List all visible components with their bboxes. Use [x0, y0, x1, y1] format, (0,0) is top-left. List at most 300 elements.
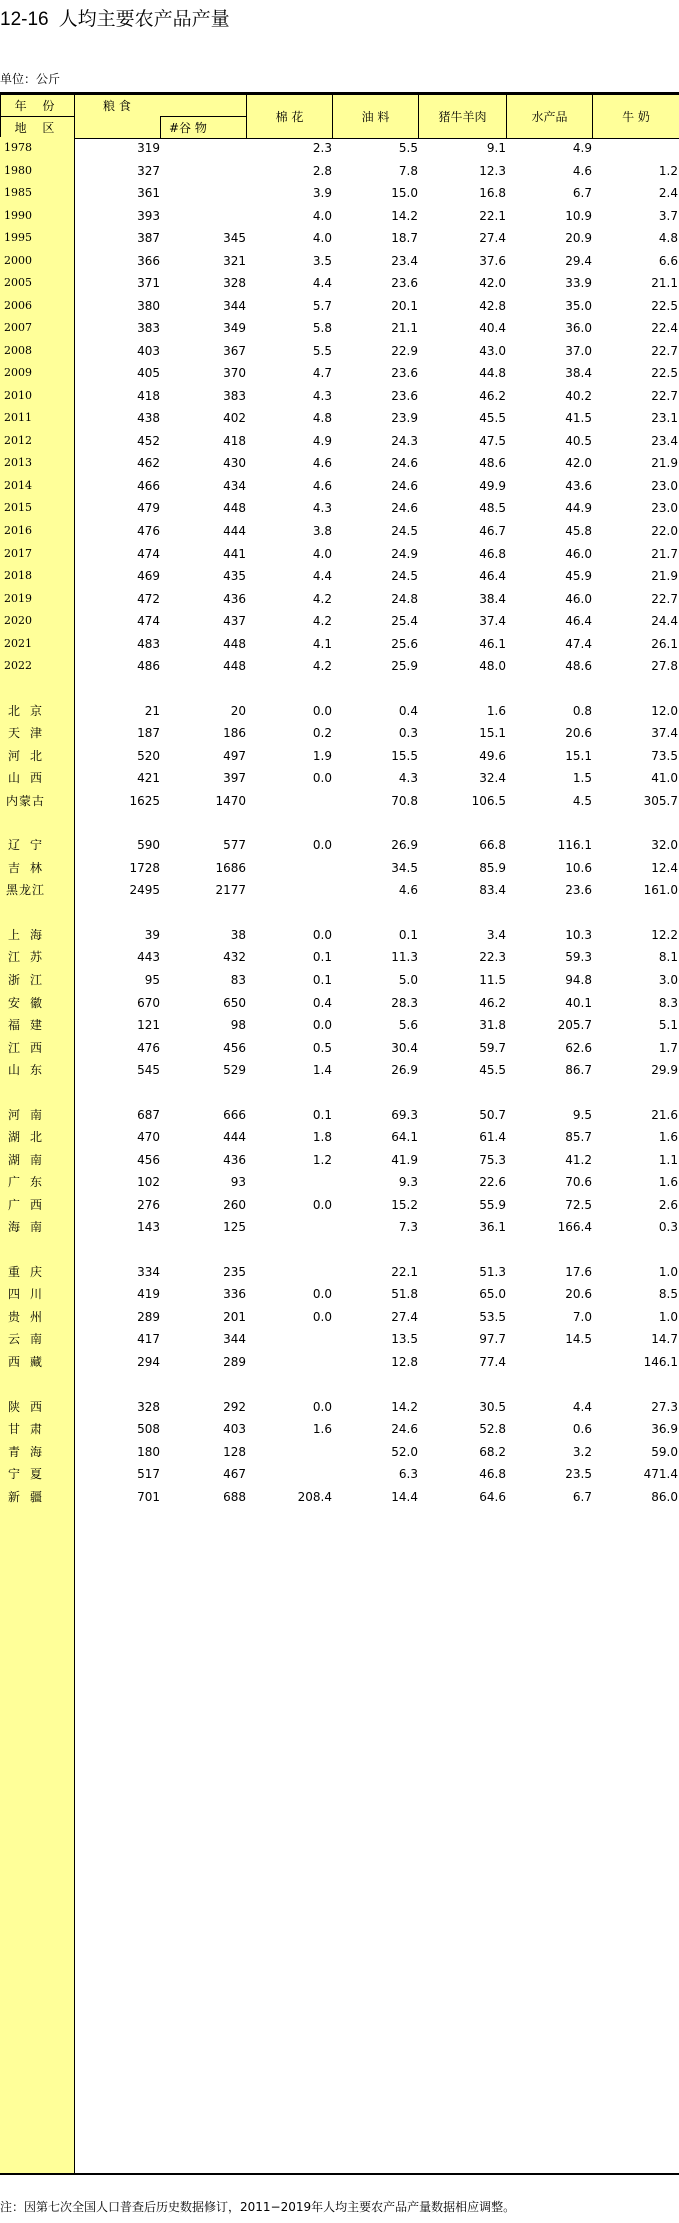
- cell-oil: 34.5: [391, 860, 418, 875]
- cell-cereal: 186: [223, 726, 246, 741]
- cell-aquatic: 7.0: [572, 1309, 592, 1324]
- cell-cereal: 467: [223, 1467, 246, 1482]
- cell-meat: 59.7: [479, 1040, 506, 1055]
- cell-milk: 1.1: [658, 1152, 678, 1167]
- cell-aquatic: 1.5: [572, 771, 592, 786]
- cell-aquatic: 10.3: [565, 927, 592, 942]
- cell-milk: 22.7: [651, 388, 678, 403]
- table-row: [0, 1481, 679, 1513]
- cell-cotton: 0.0: [312, 1399, 332, 1414]
- cell-oil: 23.6: [391, 366, 418, 381]
- cell-milk: 22.5: [651, 366, 678, 381]
- cell-grain: 419: [137, 1287, 160, 1302]
- row-label: 山东: [8, 1063, 53, 1078]
- cell-grain: 687: [137, 1107, 160, 1122]
- cell-aquatic: 205.7: [557, 1018, 592, 1033]
- cell-oil: 7.3: [398, 1220, 418, 1235]
- cell-oil: 15.2: [391, 1197, 418, 1212]
- row-label: 2010: [4, 388, 32, 402]
- cell-grain: 327: [137, 163, 160, 178]
- cell-cereal: 434: [223, 478, 246, 493]
- cell-aquatic: 48.6: [565, 659, 592, 674]
- cell-meat: 75.3: [479, 1152, 506, 1167]
- cell-meat: 46.2: [479, 388, 506, 403]
- row-label: 2009: [4, 366, 32, 380]
- cell-aquatic: 10.9: [565, 208, 592, 223]
- cell-meat: 36.1: [479, 1220, 506, 1235]
- cell-aquatic: 46.4: [565, 614, 592, 629]
- cell-aquatic: 47.4: [565, 636, 592, 651]
- cell-grain: 2495: [129, 883, 160, 898]
- cell-cotton: 4.2: [312, 591, 332, 606]
- cell-cereal: 402: [223, 411, 246, 426]
- cell-grain: 456: [137, 1152, 160, 1167]
- cell-milk: 26.1: [651, 636, 678, 651]
- cell-oil: 22.9: [391, 343, 418, 358]
- cell-milk: 1.0: [658, 1264, 678, 1279]
- cell-cereal: 688: [223, 1489, 246, 1504]
- cell-oil: 0.4: [398, 703, 418, 718]
- cell-meat: 49.6: [479, 748, 506, 763]
- cell-meat: 46.7: [479, 524, 506, 538]
- cell-milk: 23.0: [651, 478, 678, 493]
- row-label: 2018: [4, 569, 32, 583]
- cell-cotton: 4.3: [312, 388, 332, 403]
- cell-cereal: 289: [223, 1354, 246, 1369]
- cell-oil: 24.6: [391, 456, 418, 471]
- cell-grain: 319: [137, 141, 160, 155]
- cell-grain: 361: [137, 186, 160, 201]
- cell-milk: 305.7: [643, 793, 678, 808]
- cell-grain: 121: [137, 1018, 160, 1033]
- cell-meat: 22.1: [479, 208, 506, 223]
- cell-meat: 45.5: [479, 411, 506, 426]
- header-milk: 牛 奶: [593, 95, 679, 139]
- row-label: 山西: [8, 771, 53, 786]
- cell-meat: 44.8: [479, 366, 506, 381]
- cell-oil: 69.3: [391, 1107, 418, 1122]
- row-label: 2005: [4, 276, 32, 290]
- cell-aquatic: 45.8: [565, 524, 592, 538]
- row-label: 2014: [4, 478, 32, 492]
- cell-aquatic: 46.0: [565, 546, 592, 561]
- cell-aquatic: 40.2: [565, 388, 592, 403]
- header-oil: 油 料: [333, 95, 419, 139]
- cell-grain: 701: [137, 1489, 160, 1504]
- cell-meat: 48.6: [479, 456, 506, 471]
- cell-cereal: 403: [223, 1422, 246, 1437]
- cell-meat: 66.8: [479, 838, 506, 853]
- cell-milk: 8.3: [658, 995, 678, 1010]
- cell-grain: 438: [137, 411, 160, 426]
- row-label: 内蒙古: [6, 793, 46, 808]
- cell-aquatic: 44.9: [565, 501, 592, 516]
- cell-meat: 46.8: [479, 546, 506, 561]
- row-label: 2000: [4, 253, 32, 267]
- cell-cereal: 529: [223, 1063, 246, 1078]
- table-row: [0, 785, 679, 817]
- cell-oil: 30.4: [391, 1040, 418, 1055]
- cell-cereal: 370: [223, 366, 246, 381]
- cell-cereal: 260: [223, 1197, 246, 1212]
- cell-aquatic: 29.4: [565, 253, 592, 268]
- footnote: 注：因第七次全国人口普查后历史数据修订，2011−2019年人均主要农产品产量数据相应调整。: [0, 2200, 516, 2214]
- cell-grain: 476: [137, 1040, 160, 1055]
- cell-oil: 24.8: [391, 591, 418, 606]
- cell-milk: 73.5: [651, 748, 678, 763]
- cell-cereal: 435: [223, 569, 246, 584]
- cell-grain: 187: [137, 726, 160, 741]
- cell-grain: 1625: [129, 793, 160, 808]
- cell-cotton: 0.0: [312, 1197, 332, 1212]
- cell-milk: 161.0: [643, 883, 678, 898]
- row-label: 2008: [4, 343, 32, 357]
- row-label: 西藏: [8, 1354, 53, 1369]
- cell-grain: 180: [137, 1444, 160, 1459]
- cell-oil: 23.9: [391, 411, 418, 426]
- cell-cereal: 98: [230, 1018, 246, 1033]
- row-label: 浙江: [8, 973, 53, 988]
- cell-milk: 21.9: [651, 456, 678, 471]
- cell-oil: 26.9: [391, 1063, 418, 1078]
- cell-oil: 14.4: [391, 1489, 418, 1504]
- cell-grain: 102: [137, 1175, 160, 1190]
- row-label: 1985: [4, 186, 32, 200]
- cell-cotton: 0.1: [312, 950, 332, 965]
- cell-aquatic: 40.5: [565, 433, 592, 448]
- cell-grain: 21: [144, 703, 160, 718]
- cell-milk: 27.8: [651, 659, 678, 674]
- cell-grain: 462: [137, 456, 160, 471]
- cell-cotton: 0.5: [312, 1040, 332, 1055]
- cell-oil: 24.5: [391, 524, 418, 538]
- table-row: [0, 874, 679, 906]
- cell-aquatic: 46.0: [565, 591, 592, 606]
- cell-meat: 83.4: [479, 883, 506, 898]
- cell-milk: 0.3: [658, 1220, 678, 1235]
- cell-grain: 466: [137, 478, 160, 493]
- cell-grain: 472: [137, 591, 160, 606]
- cell-oil: 25.9: [391, 659, 418, 674]
- cell-milk: 24.4: [651, 614, 678, 629]
- cell-milk: 1.7: [658, 1040, 678, 1055]
- header-aquatic: 水产品: [507, 95, 593, 139]
- cell-oil: 23.4: [391, 253, 418, 268]
- cell-aquatic: 72.5: [565, 1197, 592, 1212]
- cell-grain: 328: [137, 1399, 160, 1414]
- cell-oil: 13.5: [391, 1332, 418, 1347]
- cell-cotton: 0.0: [312, 1309, 332, 1324]
- cell-oil: 22.1: [391, 1264, 418, 1279]
- cell-cotton: 4.7: [312, 366, 332, 381]
- cell-cereal: 577: [223, 838, 246, 853]
- cell-meat: 1.6: [486, 703, 506, 718]
- table-title: 人均主要农产品产量: [58, 8, 230, 30]
- cell-cotton: 1.4: [312, 1063, 332, 1078]
- cell-milk: 471.4: [643, 1467, 678, 1482]
- cell-milk: 12.0: [651, 703, 678, 718]
- row-label: 广东: [8, 1175, 53, 1190]
- cell-cereal: 383: [223, 388, 246, 403]
- cell-meat: 45.5: [479, 1063, 506, 1078]
- cell-milk: 2.6: [658, 1197, 678, 1212]
- cell-oil: 24.6: [391, 478, 418, 493]
- cell-grain: 393: [137, 208, 160, 223]
- cell-cereal: 292: [223, 1399, 246, 1414]
- cell-aquatic: 14.5: [565, 1332, 592, 1347]
- cell-meat: 49.9: [479, 478, 506, 493]
- row-label: 江西: [8, 1040, 53, 1055]
- header-cereal: #谷 物: [161, 117, 247, 139]
- cell-oil: 5.5: [398, 141, 418, 155]
- cell-oil: 23.6: [391, 388, 418, 403]
- cell-grain: 443: [137, 950, 160, 965]
- cell-cotton: 5.7: [312, 298, 332, 313]
- cell-milk: 32.0: [651, 838, 678, 853]
- cell-grain: 545: [137, 1063, 160, 1078]
- cell-aquatic: 33.9: [565, 276, 592, 291]
- cell-meat: 31.8: [479, 1018, 506, 1033]
- row-label: 吉林: [8, 860, 53, 875]
- cell-cereal: 650: [223, 995, 246, 1010]
- cell-oil: 51.8: [391, 1287, 418, 1302]
- row-label: 重庆: [8, 1264, 53, 1279]
- cell-grain: 470: [137, 1130, 160, 1145]
- cell-meat: 51.3: [479, 1264, 506, 1279]
- cell-aquatic: 20.6: [565, 1287, 592, 1302]
- cell-meat: 68.2: [479, 1444, 506, 1459]
- cell-meat: 85.9: [479, 860, 506, 875]
- cell-oil: 14.2: [391, 1399, 418, 1414]
- cell-grain: 276: [137, 1197, 160, 1212]
- cell-grain: 483: [137, 636, 160, 651]
- cell-milk: 21.9: [651, 569, 678, 584]
- cell-grain: 1728: [129, 860, 160, 875]
- cell-oil: 64.1: [391, 1130, 418, 1145]
- cell-oil: 41.9: [391, 1152, 418, 1167]
- cell-cotton: 0.0: [312, 703, 332, 718]
- cell-meat: 65.0: [479, 1287, 506, 1302]
- cell-cereal: 430: [223, 456, 246, 471]
- cell-meat: 42.0: [479, 276, 506, 291]
- cell-milk: 1.0: [658, 1309, 678, 1324]
- cell-grain: 39: [144, 927, 160, 942]
- cell-aquatic: 37.0: [565, 343, 592, 358]
- cell-aquatic: 94.8: [565, 973, 592, 988]
- row-label: 河南: [8, 1107, 53, 1122]
- cell-grain: 294: [137, 1354, 160, 1369]
- cell-aquatic: 4.9: [572, 141, 592, 155]
- cell-meat: 40.4: [479, 321, 506, 336]
- cell-oil: 21.1: [391, 321, 418, 336]
- cell-grain: 452: [137, 433, 160, 448]
- cell-milk: 27.3: [651, 1399, 678, 1414]
- row-label: 湖南: [8, 1152, 53, 1167]
- row-label: 2017: [4, 546, 32, 560]
- cell-oil: 14.2: [391, 208, 418, 223]
- cell-milk: 8.5: [658, 1287, 678, 1302]
- row-label: 天津: [8, 726, 53, 741]
- cell-meat: 64.6: [479, 1489, 506, 1504]
- cell-cotton: 4.6: [312, 456, 332, 471]
- cell-aquatic: 0.8: [572, 703, 592, 718]
- row-label: 辽宁: [8, 838, 53, 853]
- cell-cereal: 235: [223, 1264, 246, 1279]
- cell-cotton: 4.9: [312, 433, 332, 448]
- cell-grain: 508: [137, 1422, 160, 1437]
- cell-meat: 52.8: [479, 1422, 506, 1437]
- cell-cereal: 125: [223, 1220, 246, 1235]
- cell-meat: 3.4: [486, 927, 506, 942]
- row-label: 2021: [4, 636, 32, 650]
- table-row: [0, 1054, 679, 1086]
- cell-milk: 3.0: [658, 973, 678, 988]
- cell-cereal: 2177: [215, 883, 246, 898]
- cell-milk: 5.1: [658, 1018, 678, 1033]
- cell-cereal: 448: [223, 659, 246, 674]
- cell-cereal: 38: [230, 927, 246, 942]
- cell-aquatic: 20.9: [565, 231, 592, 246]
- cell-grain: 380: [137, 298, 160, 313]
- cell-meat: 55.9: [479, 1197, 506, 1212]
- cell-cotton: 4.0: [312, 546, 332, 561]
- cell-milk: 1.6: [658, 1130, 678, 1145]
- cell-cotton: 1.8: [312, 1130, 332, 1145]
- cell-meat: 30.5: [479, 1399, 506, 1414]
- cell-oil: 24.6: [391, 1422, 418, 1437]
- row-label: 2022: [4, 659, 32, 673]
- cell-oil: 24.3: [391, 433, 418, 448]
- cell-aquatic: 4.5: [572, 793, 592, 808]
- row-label: 2006: [4, 298, 32, 312]
- cell-oil: 15.5: [391, 748, 418, 763]
- row-label: 湖北: [8, 1130, 53, 1145]
- row-label: 青海: [8, 1444, 53, 1459]
- cell-milk: 21.1: [651, 276, 678, 291]
- cell-aquatic: 3.2: [572, 1444, 592, 1459]
- cell-cotton: 1.9: [312, 748, 332, 763]
- cell-meat: 46.1: [479, 636, 506, 651]
- cell-grain: 334: [137, 1264, 160, 1279]
- cell-meat: 32.4: [479, 771, 506, 786]
- row-label: 海南: [8, 1220, 53, 1235]
- cell-milk: 1.2: [658, 163, 678, 178]
- cell-oil: 25.6: [391, 636, 418, 651]
- cell-aquatic: 40.1: [565, 995, 592, 1010]
- cell-aquatic: 59.3: [565, 950, 592, 965]
- cell-cereal: 201: [223, 1309, 246, 1324]
- cell-meat: 53.5: [479, 1309, 506, 1324]
- cell-cereal: 397: [223, 771, 246, 786]
- cell-milk: 21.6: [651, 1107, 678, 1122]
- cell-cereal: 20: [230, 703, 246, 718]
- cell-oil: 7.8: [398, 163, 418, 178]
- row-label: 1980: [4, 163, 32, 177]
- cell-cotton: 4.2: [312, 614, 332, 629]
- table-number: 12-16: [0, 9, 49, 30]
- row-label: 安徽: [8, 995, 53, 1010]
- cell-aquatic: 70.6: [565, 1175, 592, 1190]
- cell-meat: 46.4: [479, 569, 506, 584]
- cell-aquatic: 85.7: [565, 1130, 592, 1145]
- cell-milk: 14.7: [651, 1332, 678, 1347]
- cell-cotton: 0.1: [312, 1107, 332, 1122]
- cell-milk: 4.8: [658, 231, 678, 246]
- row-label: 陕西: [8, 1399, 53, 1414]
- cell-milk: 8.1: [658, 950, 678, 965]
- cell-cotton: 0.0: [312, 1018, 332, 1033]
- cell-grain: 476: [137, 524, 160, 538]
- cell-cereal: 497: [223, 748, 246, 763]
- cell-cotton: 4.0: [312, 208, 332, 223]
- header-region: 地 区: [1, 117, 75, 139]
- cell-cotton: 4.6: [312, 478, 332, 493]
- row-label: 2012: [4, 433, 32, 447]
- cell-grain: 95: [144, 973, 160, 988]
- cell-grain: 417: [137, 1332, 160, 1347]
- cell-cotton: 0.0: [312, 1287, 332, 1302]
- header-meat: 猪牛羊肉: [419, 95, 507, 139]
- cell-cereal: 1470: [215, 793, 246, 808]
- table-row: [0, 650, 679, 682]
- cell-oil: 11.3: [391, 950, 418, 965]
- cell-grain: 421: [137, 771, 160, 786]
- header-year: 年 份: [1, 95, 75, 117]
- cell-meat: 48.0: [479, 659, 506, 674]
- row-label: 宁夏: [8, 1467, 53, 1482]
- cell-meat: 47.5: [479, 433, 506, 448]
- row-label: 新疆: [8, 1489, 53, 1504]
- cell-aquatic: 15.1: [565, 748, 592, 763]
- cell-cotton: 1.6: [312, 1422, 332, 1437]
- cell-meat: 27.4: [479, 231, 506, 246]
- cell-meat: 22.6: [479, 1175, 506, 1190]
- cell-milk: 2.4: [658, 186, 678, 201]
- row-label: 云南: [8, 1332, 53, 1347]
- cell-milk: 22.4: [651, 321, 678, 336]
- cell-milk: 21.7: [651, 546, 678, 561]
- cell-cereal: 441: [223, 546, 246, 561]
- cell-milk: 86.0: [651, 1489, 678, 1504]
- cell-meat: 15.1: [479, 726, 506, 741]
- cell-cereal: 418: [223, 433, 246, 448]
- cell-oil: 15.0: [391, 186, 418, 201]
- cell-grain: 670: [137, 995, 160, 1010]
- cell-cotton: 0.2: [312, 726, 332, 741]
- cell-oil: 12.8: [391, 1354, 418, 1369]
- cell-oil: 9.3: [398, 1175, 418, 1190]
- cell-meat: 22.3: [479, 950, 506, 965]
- cell-oil: 23.6: [391, 276, 418, 291]
- cell-cereal: 336: [223, 1287, 246, 1302]
- cell-milk: 146.1: [643, 1354, 678, 1369]
- cell-oil: 20.1: [391, 298, 418, 313]
- cell-oil: 52.0: [391, 1444, 418, 1459]
- cell-cotton: 0.4: [312, 995, 332, 1010]
- cell-oil: 26.9: [391, 838, 418, 853]
- cell-aquatic: 17.6: [565, 1264, 592, 1279]
- cell-meat: 77.4: [479, 1354, 506, 1369]
- cell-milk: 6.6: [658, 253, 678, 268]
- cell-aquatic: 41.2: [565, 1152, 592, 1167]
- cell-cereal: 128: [223, 1444, 246, 1459]
- cell-aquatic: 0.6: [572, 1422, 592, 1437]
- cell-milk: 12.4: [651, 860, 678, 875]
- cell-cotton: 0.0: [312, 927, 332, 942]
- cell-meat: 46.8: [479, 1467, 506, 1482]
- cell-milk: 1.6: [658, 1175, 678, 1190]
- cell-oil: 5.0: [398, 973, 418, 988]
